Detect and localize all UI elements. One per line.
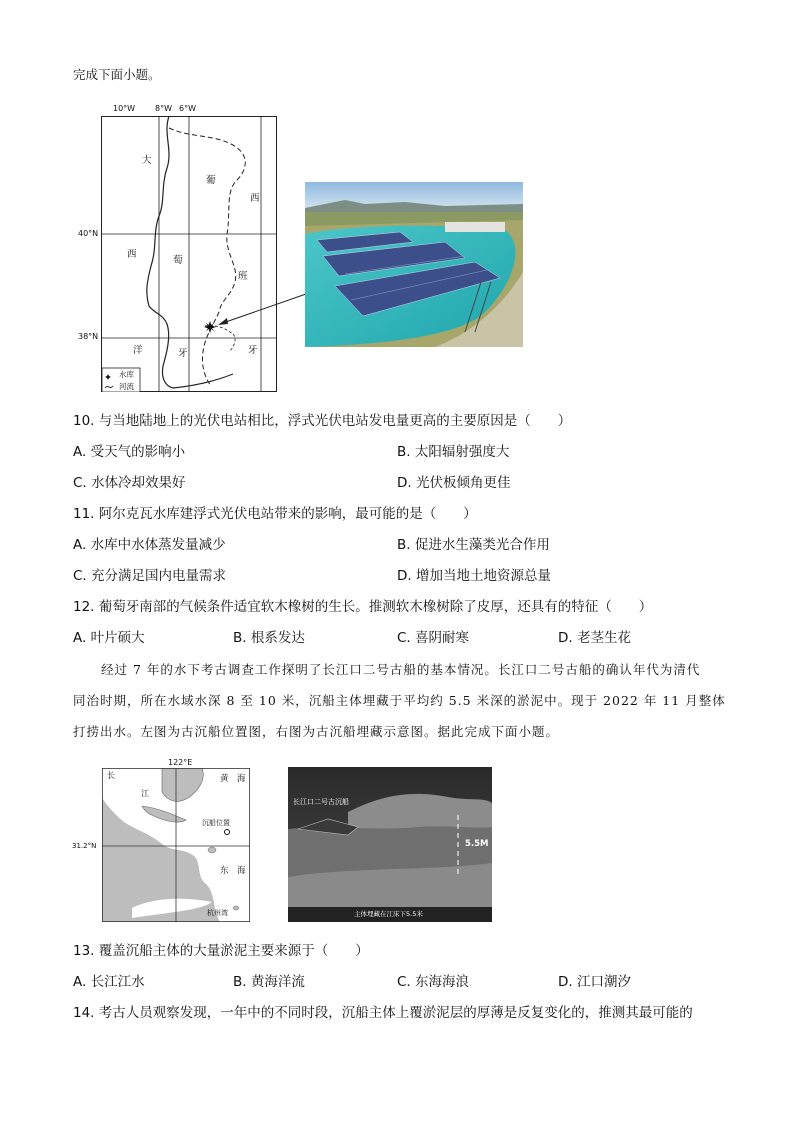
floating-solar-photo xyxy=(305,182,523,347)
q13-option-c: C. 东海海浪 xyxy=(397,974,470,990)
q12-stem: 12. 葡萄牙南部的气候条件适宜软木橡树的生长。推测软木橡树除了皮厚，还具有的特征（ ） xyxy=(73,599,653,615)
q12-option-d: D. 老茎生花 xyxy=(558,630,631,646)
map2-huanghai: 黄 海 xyxy=(220,774,246,784)
q11-option-a: A. 水库中水体蒸发量减少 xyxy=(73,537,226,553)
passage-line-2: 同治时期，所在水域水深 8 至 10 米，沉船主体埋藏于平均约 5.5 米深的淤泥中。现于 2022 年 11 月整体 xyxy=(73,693,726,708)
q10-option-c: C. 水体冷却效果好 xyxy=(73,475,186,491)
q13-option-b: B. 黄海洋流 xyxy=(233,974,305,990)
map-char-tao: 萄 xyxy=(173,255,183,266)
intro-text: 完成下面小题。 xyxy=(73,67,161,82)
map-char-xi: 西 xyxy=(127,249,137,260)
wreck-photo-title: 长江口二号古沉船 xyxy=(293,798,349,806)
wreck-photo-caption: 主体埋藏在江床下5.5米 xyxy=(354,910,423,918)
yangtze-map-drawing xyxy=(102,768,250,922)
map-char-ya: 牙 xyxy=(178,348,188,359)
map-char-xi2: 西 xyxy=(250,193,260,204)
q11-option-b: B. 促进水生藻类光合作用 xyxy=(397,537,550,553)
q10-option-d: D. 光伏板倾角更佳 xyxy=(397,475,511,491)
map2-jiang: 江 xyxy=(141,789,149,798)
q11-option-c: C. 充分满足国内电量需求 xyxy=(73,568,227,584)
q13-stem: 13. 覆盖沉船主体的大量淤泥主要来源于（ ） xyxy=(73,943,369,959)
map2-donghai: 东 海 xyxy=(220,866,246,876)
lat-label-40n: 40°N xyxy=(78,229,99,238)
map-char-ya2: 牙 xyxy=(248,345,258,356)
passage-line-1: 经过 7 年的水下考古调查工作探明了长江口二号古船的基本情况。长江口二号古船的确认年代为清代 xyxy=(101,662,701,677)
passage-line-3: 打捞出水。左图为古沉船位置图，右图为古沉船埋藏示意图。据此完成下面小题。 xyxy=(73,724,560,739)
legend-river-label: 河流 xyxy=(119,382,134,391)
map-char-da: 大 xyxy=(142,155,152,166)
map-char-ban: 班 xyxy=(238,271,248,282)
lon-label-122e: 122°E xyxy=(168,758,193,767)
q11-option-d: D. 增加当地土地资源总量 xyxy=(397,568,551,584)
legend-reservoir-label: 水库 xyxy=(119,370,134,379)
yangtze-map xyxy=(72,758,254,924)
q11-stem: 11. 阿尔克瓦水库建浮式光伏电站带来的影响，最可能的是（ ） xyxy=(73,506,477,522)
lon-label-10w: 10°W xyxy=(113,104,136,113)
pointer-arrow xyxy=(210,290,310,330)
q10-option-b: B. 太阳辐射强度大 xyxy=(397,444,510,460)
q12-option-b: B. 根系发达 xyxy=(233,630,305,646)
q10-option-a: A. 受天气的影响小 xyxy=(73,444,186,460)
map-char-pu: 葡 xyxy=(206,175,216,186)
map2-hangzhouwan: 杭州湾 xyxy=(207,909,228,917)
map2-chang: 长 xyxy=(107,771,115,780)
q12-option-c: C. 喜阴耐寒 xyxy=(397,630,470,646)
lon-label-8w: 8°W xyxy=(155,104,172,113)
q13-option-a: A. 长江江水 xyxy=(73,974,145,990)
map2-wreck-label: 沉船位置 xyxy=(202,819,230,827)
lat-label-38n: 38°N xyxy=(78,332,99,341)
q10-stem: 10. 与当地陆地上的光伏电站相比，浮式光伏电站发电量更高的主要原因是（ ） xyxy=(73,413,572,429)
wreck-burial-photo xyxy=(288,767,492,922)
q14-stem: 14. 考古人员观察发现，一年中的不同时段，沉船主体上覆淤泥层的厚薄是反复变化的，推测其最可能的 xyxy=(73,1005,693,1021)
q12-option-a: A. 叶片硕大 xyxy=(73,630,145,646)
wreck-depth-label: 5.5M xyxy=(465,839,489,849)
portugal-map xyxy=(78,100,280,396)
q13-option-d: D. 江口潮汐 xyxy=(558,974,631,990)
lat-label-31n: 31.2°N xyxy=(72,842,97,850)
lon-label-6w: 6°W xyxy=(179,104,196,113)
map-char-yang: 洋 xyxy=(133,345,143,356)
